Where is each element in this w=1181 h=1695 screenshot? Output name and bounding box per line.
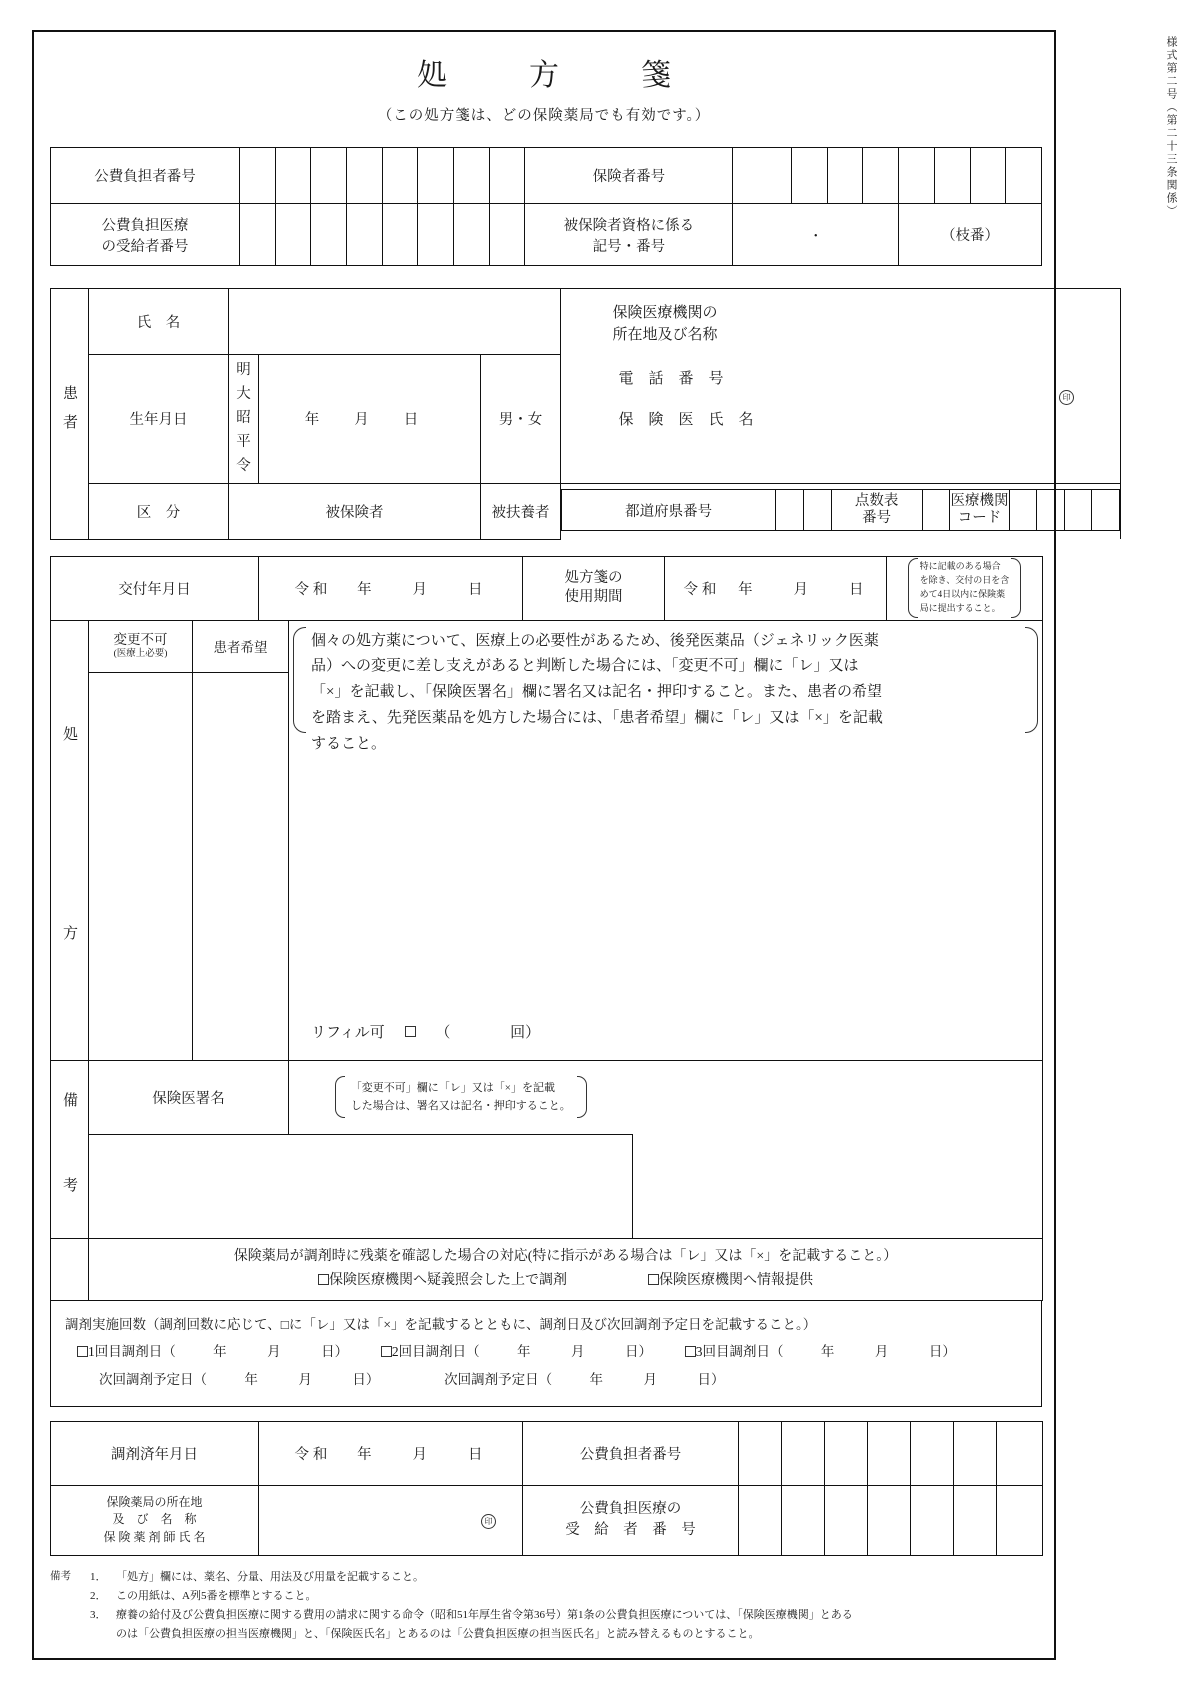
footnotes-list: [90, 1568, 1038, 1645]
insurer-digit-2[interactable]: [792, 148, 828, 204]
institution-code-digit-4[interactable]: [1092, 490, 1120, 531]
no-change-label: [89, 620, 193, 672]
institution-doctor-row: [605, 388, 1121, 429]
issue-date-row: [51, 556, 1043, 620]
institution-info-cell: [605, 289, 1121, 484]
pharmacy-address-row: [51, 1485, 1043, 1555]
dispensed-date-row: [51, 1421, 1043, 1485]
validity-note-line1: 特に記載のある場合: [919, 561, 1001, 572]
issue-date-label: 交付年月日: [51, 556, 259, 620]
era-column: [229, 355, 259, 484]
validity-period-label: [523, 556, 665, 620]
institution-address-label-line2: 所在地及び名称: [612, 326, 718, 343]
public-payer-digit-1[interactable]: [239, 148, 275, 204]
pharmacy-public-payer-digit-6[interactable]: [954, 1421, 997, 1485]
leftover-option1-label: 保険医療機関へ疑義照会した上で調剤: [329, 1273, 567, 1289]
prefecture-digit-2[interactable]: [803, 490, 831, 531]
insurer-digit-4[interactable]: [863, 148, 899, 204]
insurer-digit-8[interactable]: [1006, 148, 1042, 204]
public-payer-digit-2[interactable]: [275, 148, 311, 204]
footnotes-heading: 備考: [50, 1570, 71, 1582]
doctor-seal-icon: 印: [1059, 390, 1074, 405]
pharmacy-public-recipient-digit-4[interactable]: [868, 1485, 911, 1555]
public-recipient-label-line1: 公費負担医療: [101, 217, 189, 234]
leftover-option1-checkbox[interactable]: [318, 1274, 329, 1285]
instruction-line-4: を踏まえ、先発医薬品を処方した場合には、「患者希望」欄に「レ」又は「×」を記載: [311, 710, 883, 726]
patient-name-row: [51, 289, 1121, 355]
doctor-signature-row: [51, 1060, 1043, 1134]
validity-note: [908, 558, 1022, 618]
pharmacy-address-label-line1: 保険薬局の所在地: [106, 1495, 203, 1510]
form-type-vertical-label: 様式第二号（第二十三条関係）: [1165, 36, 1177, 218]
validity-date-input[interactable]: [665, 556, 887, 620]
leftover-options: [89, 1269, 1042, 1293]
institution-code-digit-1[interactable]: [1009, 490, 1037, 531]
instruction-line-3: 「×」を記載し、「保険医署名」欄に署名又は記名・押印すること。また、患者の希望: [311, 684, 882, 701]
dispensed-date-units: 年 月 日: [357, 1446, 487, 1463]
no-change-label-sub: (医療上必要): [113, 649, 168, 660]
insured-symbol-label-line2: 記号・番号: [592, 238, 666, 255]
footnote-text-2: この用紙は、A列5番を標準とすること。: [116, 1589, 317, 1602]
footnote-number-4: [90, 1625, 116, 1644]
insured-symbol-number-label: [525, 204, 733, 266]
remarks-free-area[interactable]: [633, 1060, 1043, 1238]
insurer-digit-5[interactable]: [899, 148, 935, 204]
dispensing-2nd-checkbox[interactable]: [381, 1346, 392, 1357]
refill-times-label: 回）: [510, 1024, 541, 1041]
prescription-header-row: [51, 620, 1043, 672]
insured-symbol-number-field[interactable]: [733, 204, 899, 266]
public-payer-digit-4[interactable]: [347, 148, 383, 204]
instruction-line-2: 品）への変更に差し支えがあると判断した場合には、「変更不可」欄に「レ」又は: [311, 658, 859, 675]
instruction-line-1: 個々の処方薬について、医療上の必要性があるため、後発医薬品（ジェネリック医薬: [311, 632, 879, 649]
insurer-digit-7[interactable]: [970, 148, 1006, 204]
era-tai[interactable]: 大: [236, 385, 251, 402]
insurance-number-table: [50, 147, 1042, 266]
public-payer-digit-7[interactable]: [454, 148, 490, 204]
dispensing-3rd-checkbox[interactable]: [685, 1346, 696, 1357]
dispensing-count-row: [51, 1300, 1042, 1406]
validity-era: 令和: [683, 581, 721, 598]
pharmacist-seal-icon: 印: [481, 1514, 496, 1529]
prefecture-number-label: 都道府県番号: [562, 490, 776, 531]
footnote-item-1: [90, 1568, 1038, 1587]
issue-date-table: [50, 556, 1043, 621]
public-recipient-number-row: [51, 204, 1042, 266]
public-recipient-digit-1[interactable]: [239, 204, 275, 266]
signature-note: [335, 1076, 587, 1118]
insurer-digit-1[interactable]: [733, 148, 792, 204]
dispensing-dates-row-1: [65, 1338, 1027, 1366]
insurer-number-label: 保険者番号: [525, 148, 733, 204]
institution-code-digit-2[interactable]: [1037, 490, 1065, 531]
patient-side-label-char2: 者: [61, 413, 77, 443]
dispensed-date-input[interactable]: [259, 1421, 523, 1485]
footnote-number-1: 1．: [90, 1570, 107, 1583]
validity-note-line2: を除き、交付の日を含: [919, 575, 1010, 586]
form-sheet: [32, 30, 1071, 1660]
next-dispensing-date-2[interactable]: 年 月 日）: [589, 1371, 725, 1387]
category-insured-option[interactable]: 被保険者: [229, 483, 481, 539]
birthdate-units: 年 月 日: [304, 412, 421, 429]
next-dispensing-date-1[interactable]: 年 月 日）: [244, 1371, 380, 1387]
page-subtitle: （この処方箋は、どの保険薬局でも有効です。）: [377, 108, 711, 124]
prescription-table: [50, 620, 1043, 1061]
pharmacy-public-payer-digit-3[interactable]: [825, 1421, 868, 1485]
branch-number-field[interactable]: [899, 204, 1042, 266]
prescription-instructions: [289, 621, 1042, 764]
pharmacy-public-payer-digit-4[interactable]: [868, 1421, 911, 1485]
doctor-signature-label: 保険医署名: [89, 1060, 289, 1134]
dispensing-count-header: 調剤実施回数（調剤回数に応じて、□に「レ」又は「×」を記載するとともに、調剤日及び次回調剤予定日を記載すること。）: [65, 1316, 817, 1332]
pharmacy-public-recipient-digit-2[interactable]: [782, 1485, 825, 1555]
dispensing-1st-label: 1回目調剤日（: [88, 1344, 176, 1360]
patient-side-label: [51, 289, 89, 540]
institution-code-digit-3[interactable]: [1064, 490, 1092, 531]
branch-number-label: （枝番）: [941, 228, 1000, 244]
patient-institution-table: [50, 288, 1121, 540]
era-mei[interactable]: 明: [236, 362, 251, 378]
institution-phone-label: 電 話 番 号: [618, 370, 724, 387]
signature-note-cell: [289, 1060, 633, 1134]
signature-note-line1: 「変更不可」欄に「レ」又は「×」を記載: [350, 1081, 555, 1094]
pharmacy-address-label-line2: 及 び 名 称: [112, 1512, 197, 1527]
leftover-instruction: 保険薬局が調剤時に残薬を確認した場合の対応(特に指示がある場合は「レ」又は「×」を記載すること。）: [233, 1249, 898, 1265]
dispensing-count-table: [50, 1300, 1042, 1407]
footnote-number-2: 2．: [90, 1589, 107, 1602]
remarks-table: [50, 1060, 1043, 1301]
refill-row: [311, 1021, 540, 1042]
remarks-side-label: [51, 1060, 89, 1238]
pharmacy-public-payer-digit-7[interactable]: [997, 1421, 1043, 1485]
institution-doctor-label: 保 険 医 氏 名: [618, 411, 754, 428]
footnote-text-1: 「処方」欄には、薬名、分量、用法及び用量を記載すること。: [116, 1570, 424, 1583]
insurer-digit-6[interactable]: [934, 148, 970, 204]
patient-name-input[interactable]: [229, 289, 561, 355]
pharmacy-public-recipient-label: [523, 1485, 739, 1555]
insured-symbol-label-line1: 被保険者資格に係る: [563, 217, 695, 234]
validity-note-line4: 局に提出すること。: [919, 603, 1001, 614]
institution-code-label-line1: 医療機関: [950, 492, 1009, 509]
footnote-item-3: [90, 1606, 1038, 1625]
leftover-medicine-row: [51, 1238, 1043, 1300]
dispensing-count-cell: [51, 1300, 1042, 1406]
refill-checkbox[interactable]: [405, 1026, 416, 1037]
leftover-option2-checkbox[interactable]: [648, 1274, 659, 1285]
remarks-side-spacer: [51, 1238, 89, 1300]
patient-birthdate-input[interactable]: [259, 355, 481, 484]
dispensing-1st-checkbox[interactable]: [77, 1346, 88, 1357]
institution-code-label: [950, 490, 1009, 531]
issue-date-units: 年 月 日: [357, 581, 487, 598]
prescription-content-cell[interactable]: [289, 620, 1043, 1060]
patient-category-label: 区 分: [89, 483, 229, 539]
doctor-signature-input[interactable]: [89, 1134, 633, 1238]
pharmacy-public-recipient-digit-5[interactable]: [911, 1485, 954, 1555]
institution-code-label-line2: コード: [957, 510, 1002, 527]
issue-date-era: 令和: [294, 581, 332, 598]
pharmacy-public-recipient-digit-1[interactable]: [739, 1485, 782, 1555]
validity-units: 年 月 日: [738, 581, 868, 598]
public-payer-number-row: [51, 148, 1042, 204]
institution-codes-cell: [561, 483, 1121, 539]
pharmacy-public-payer-digit-2[interactable]: [782, 1421, 825, 1485]
patient-name-label: 氏 名: [89, 289, 229, 355]
public-payer-digit-6[interactable]: [418, 148, 454, 204]
refill-open-paren: （: [435, 1024, 451, 1041]
patient-gender-field[interactable]: 男・女: [481, 355, 561, 484]
public-recipient-number-label: [51, 204, 240, 266]
leftover-option2-label: 保険医療機関へ情報提供: [659, 1273, 813, 1289]
public-payer-number-label: 公費負担者番号: [51, 148, 240, 204]
footnote-item-4: [90, 1625, 1038, 1644]
pharmacy-public-recipient-line1: 公費負担医療の: [579, 1501, 682, 1518]
refill-label: リフィル可: [311, 1024, 385, 1041]
no-change-label-main: 変更不可: [113, 632, 168, 648]
institution-codes-table: [561, 489, 1120, 531]
pharmacy-public-recipient-digit-3[interactable]: [825, 1485, 868, 1555]
institution-address-label-line1: 保険医療機関の: [612, 305, 718, 321]
pharmacy-public-payer-digit-5[interactable]: [911, 1421, 954, 1485]
pharmacy-public-recipient-digit-6[interactable]: [954, 1485, 997, 1555]
pharmacy-address-input[interactable]: [259, 1485, 523, 1555]
score-table-number-label: [831, 490, 922, 531]
public-payer-digit-3[interactable]: [311, 148, 347, 204]
institution-spacer: [561, 289, 605, 484]
patient-category-row: [51, 483, 1121, 539]
remarks-side-label-char2: 考: [61, 1177, 77, 1207]
footnotes-block: [50, 1568, 1038, 1645]
pharmacy-public-payer-label: 公費負担者番号: [523, 1421, 739, 1485]
prescription-side-label-char1: 処: [61, 726, 77, 756]
validity-note-line3: めて4日以内に保険薬: [919, 589, 1006, 600]
next-dispensing-label-2: 次回調剤予定日（: [444, 1371, 553, 1387]
era-sho[interactable]: 昭: [236, 409, 251, 426]
footnote-text-4: のは「公費負担医療の担当医療機関」と、「保険医氏名」とあるのは「公費負担医療の担当医氏名」と読み替えるものとすること。: [116, 1628, 760, 1641]
public-recipient-digit-6[interactable]: [418, 204, 454, 266]
pharmacy-public-recipient-line2: 受 給 者 番 号: [565, 1522, 696, 1539]
footnote-item-2: [90, 1587, 1038, 1606]
issue-date-input[interactable]: [259, 556, 523, 620]
pharmacy-public-recipient-digit-7[interactable]: [997, 1485, 1043, 1555]
prescription-side-label-char2: 方: [61, 925, 77, 955]
dispensed-date-era: 令和: [294, 1446, 332, 1463]
era-rei[interactable]: 令: [236, 457, 251, 474]
public-recipient-label-line2: の受給者番号: [101, 238, 189, 255]
page-title: 処 方 箋: [417, 59, 697, 92]
patient-side-label-char1: 患: [61, 384, 77, 414]
score-table-digit-1[interactable]: [922, 490, 950, 531]
public-recipient-digit-7[interactable]: [454, 204, 490, 266]
next-dispensing-label-1: 次回調剤予定日（: [99, 1371, 207, 1387]
patient-request-checkbox-area[interactable]: [193, 672, 289, 1060]
dispensing-3rd-date[interactable]: 年 月 日）: [820, 1344, 956, 1360]
validity-note-cell: [887, 556, 1043, 620]
dispensing-1st-date[interactable]: 年 月 日）: [213, 1344, 349, 1360]
score-table-label-line1: 点数表: [854, 492, 899, 509]
patient-request-label: 患者希望: [193, 620, 289, 672]
public-recipient-digit-2[interactable]: [275, 204, 311, 266]
dispensing-2nd-date[interactable]: 年 月 日）: [517, 1344, 652, 1360]
public-recipient-digit-3[interactable]: [311, 204, 347, 266]
validity-label-line1: 処方箋の: [564, 569, 623, 586]
pharmacy-public-payer-digit-1[interactable]: [739, 1421, 782, 1485]
category-dependent-option[interactable]: 被扶養者: [481, 483, 561, 539]
public-recipient-digit-5[interactable]: [382, 204, 418, 266]
prefecture-digit-1[interactable]: [776, 490, 804, 531]
prescription-side-label: [51, 620, 89, 1060]
validity-label-line2: 使用期間: [564, 589, 623, 606]
signature-note-line2: した場合は、署名又は記名・押印すること。: [350, 1100, 571, 1113]
remarks-side-label-char1: 備: [61, 1092, 77, 1122]
dispensing-dates-row-2: [65, 1366, 1027, 1394]
public-recipient-digit-4[interactable]: [347, 204, 383, 266]
public-payer-digit-5[interactable]: [382, 148, 418, 204]
dispensing-2nd-label: 2回目調剤日（: [391, 1344, 480, 1360]
dispensing-3rd-label: 3回目調剤日（: [695, 1344, 784, 1360]
footnote-number-3: 3．: [90, 1609, 107, 1622]
no-change-checkbox-area[interactable]: [89, 672, 193, 1060]
public-recipient-digit-8[interactable]: [489, 204, 525, 266]
symbol-number-separator: ・: [809, 227, 823, 243]
leftover-medicine-cell: [89, 1238, 1043, 1300]
dispensed-date-label: 調剤済年月日: [51, 1421, 259, 1485]
footnote-text-3: 療養の給付及び公費負担医療に関する費用の請求に関する命令（昭和51年厚生省令第36号）第1条の公費負担医療については、「保険医療機関」とある: [116, 1609, 853, 1622]
score-table-label-line2: 番号: [862, 510, 892, 527]
pharmacy-table: [50, 1421, 1043, 1556]
patient-birthdate-label: 生年月日: [89, 355, 229, 484]
pharmacy-address-label: [51, 1485, 259, 1555]
era-hei[interactable]: 平: [236, 433, 251, 450]
insurer-digit-3[interactable]: [827, 148, 863, 204]
instruction-line-5: すること。: [311, 735, 387, 752]
public-payer-digit-8[interactable]: [489, 148, 525, 204]
pharmacy-address-label-line3: 保 険 薬 剤 師 氏 名: [103, 1529, 206, 1544]
